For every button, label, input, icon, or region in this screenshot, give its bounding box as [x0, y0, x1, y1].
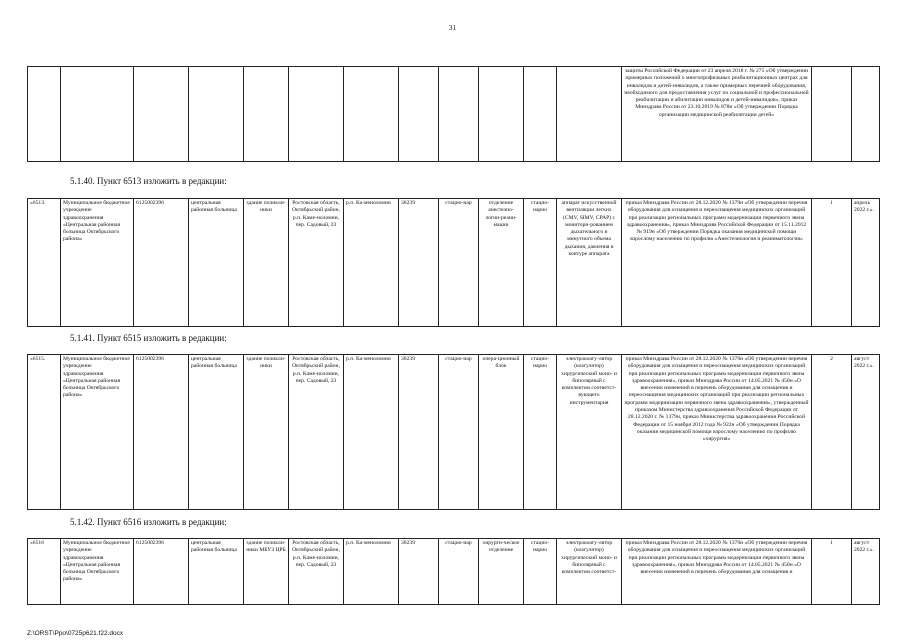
- address: Ростовская область, Октябрьский район, р.п. Каме-ноломни, пер. Садовый, 23: [289, 539, 344, 605]
- basis: приказ Минздрава России от 28.12.2020 № 1379н «Об утверждении перечня оборудования для оснащения и переоснащения медицинских организаций при реализации региональных программ модернизации первичного звена здравоохранения», приказ Минздрава России от 14.05.2021 № 450н «О внесении изменений в перечень оборудования для оснащения и переоснащения медицинских организаций при реализации региональных программ модернизации первичного звена здравоохранения», утвержденный приказом Министерства здравоохранения Российской Федерации от 28.12.2020 г. № 1379н, приказ Министерства здравоохранения Российской Федерации от 15 ноября 2012 года № 922н «Об утверждении Порядка оказания медицинской помощи взрослому населению по профилю «хирургия»: [622, 355, 812, 510]
- care-mode: стацио-нарно: [524, 539, 557, 605]
- amendment-table: [27, 354, 880, 510]
- item-number: «6515.: [28, 355, 61, 510]
- quantity: 2: [812, 355, 852, 510]
- table-cell: [557, 67, 622, 162]
- settlement: р.п. Ка-меноломни: [344, 539, 399, 605]
- section-heading: 5.1.42. Пункт 6516 изложить в редакции:: [70, 517, 227, 527]
- table-cell: [244, 67, 289, 162]
- item-number: «6513.: [28, 199, 61, 327]
- table-cell: [812, 67, 852, 162]
- basis: приказ Минздрава России от 28.12.2020 № 1379н «Об утверждении перечня оборудования для оснащения и переоснащения медицинских организаций при реализации региональных программ модернизации первичного звена здравоохранения», приказ Минздрава России от 14.05.2021 № 450н «О внесении изменений в перечень оборудования для оснащения и: [622, 539, 812, 605]
- code: 30239: [399, 539, 439, 605]
- code: 30239: [399, 199, 439, 327]
- table-cell: [289, 67, 344, 162]
- care-mode: стацио-нарно: [524, 199, 557, 327]
- equipment: электрокоагу-лятор (коагулятор) хирургический моно- и биполярный с комплектом соответст-вующего инструментария: [557, 355, 622, 510]
- care-type: стацио-нар: [439, 539, 479, 605]
- care-mode: стацио-нарно: [524, 355, 557, 510]
- quantity: 1: [812, 199, 852, 327]
- continuation-table: [27, 66, 880, 162]
- care-type: стацио-нар: [439, 355, 479, 510]
- building: здание поликли-ники: [244, 199, 289, 327]
- department: хирурги-ческое отделение: [479, 539, 524, 605]
- address: Ростовская область, Октябрьский район, р.п. Каме-ноломни, пер. Садовый, 23: [289, 199, 344, 327]
- organization-name: Муниципальное бюджетное учреждение здравоохранения «Центральная районная больница Октябрьского района»: [61, 199, 134, 327]
- organization-name: Муниципальное бюджетное учреждение здравоохранения «Центральная районная больница Октябрьского района»: [61, 539, 134, 605]
- quantity: 1: [812, 539, 852, 605]
- organization-name: Муниципальное бюджетное учреждение здравоохранения «Центральная районная больница Октябрьского района»: [61, 355, 134, 510]
- table-cell: [61, 67, 134, 162]
- deadline: август 2022 г.».: [852, 539, 880, 605]
- settlement: р.п. Ка-меноломни: [344, 355, 399, 510]
- department: опера-ционный блок: [479, 355, 524, 510]
- amendment-table: [27, 538, 880, 605]
- table-cell: [344, 67, 399, 162]
- section-heading: 5.1.40. Пункт 6513 изложить в редакции:: [70, 176, 227, 186]
- table-cell: [439, 67, 479, 162]
- department: отделение анестезио-логии-реани-мации: [479, 199, 524, 327]
- code: 30239: [399, 355, 439, 510]
- inn: 6125002396: [134, 355, 189, 510]
- inn: 6125002396: [134, 539, 189, 605]
- table-cell: [852, 67, 880, 162]
- care-type: стацио-нар: [439, 199, 479, 327]
- amendment-table: [27, 198, 880, 327]
- deadline: апрель 2022 г.».: [852, 199, 880, 327]
- section-heading: 5.1.41. Пункт 6515 изложить в редакции:: [70, 333, 227, 343]
- page-number: 31: [449, 24, 456, 32]
- footer-file-path: Z:\ORST\Ppo\0725p621.f22.docx: [27, 630, 124, 637]
- basis: приказ Минздрава России от 28.12.2020 № 1379н «Об утверждении перечня оборудования для оснащения и переоснащения медицинских организаций при реализации региональных программ модернизации первичного звена здравоохранения», приказ Минздрава Российской Федерации от 15.11.2012 № 919н «Об утверждении Порядка оказания медицинской помощи взрослому населению по профилю «Анестезиология и реаниматология»: [622, 199, 812, 327]
- equipment: аппарат искусственной вентиляции легких (CMV, SIMV, CPAP) с монитори-рованием дыхательного и минутного объема дыхания, давления в контуре аппарата: [557, 199, 622, 327]
- item-number: «6516: [28, 539, 61, 605]
- building: здание поликли-ники: [244, 355, 289, 510]
- inn: 6125002396: [134, 199, 189, 327]
- table-cell: [479, 67, 524, 162]
- organization-type: центральная районная больница: [189, 539, 244, 605]
- table-cell: [524, 67, 557, 162]
- organization-type: центральная районная больница: [189, 199, 244, 327]
- table-cell: [399, 67, 439, 162]
- table-cell: [28, 67, 61, 162]
- table-cell: [134, 67, 189, 162]
- organization-type: центральная районная больница: [189, 355, 244, 510]
- building: здание поликли-ники МБУЗ ЦРБ: [244, 539, 289, 605]
- table-cell: [189, 67, 244, 162]
- deadline: август 2022 г.».: [852, 355, 880, 510]
- basis-cell: защиты Российской Федерации от 23 апреля 2018 г. № 275 «Об утверждении примерных положений о многопрофильных реабилитационных центрах для инвалидов и детей-инвалидов, а также примерных перечней оборудования, необходимого для предоставления услуг по социальной и профессиональной реабилитации и абилитации инвалидов и детей-инвалидов», приказ Минздрава России от 23.10.2019 № 878н «Об утверждении Порядка организации медицинской реабилитации детей»: [622, 67, 812, 162]
- equipment: электрокоагу-лятор (коагулятор) хирургический моно- и биполярный с комплектом соответст-: [557, 539, 622, 605]
- settlement: р.п. Ка-меноломни: [344, 199, 399, 327]
- address: Ростовская область, Октябрьский район, р.п. Каме-ноломни, пер. Садовый, 23: [289, 355, 344, 510]
